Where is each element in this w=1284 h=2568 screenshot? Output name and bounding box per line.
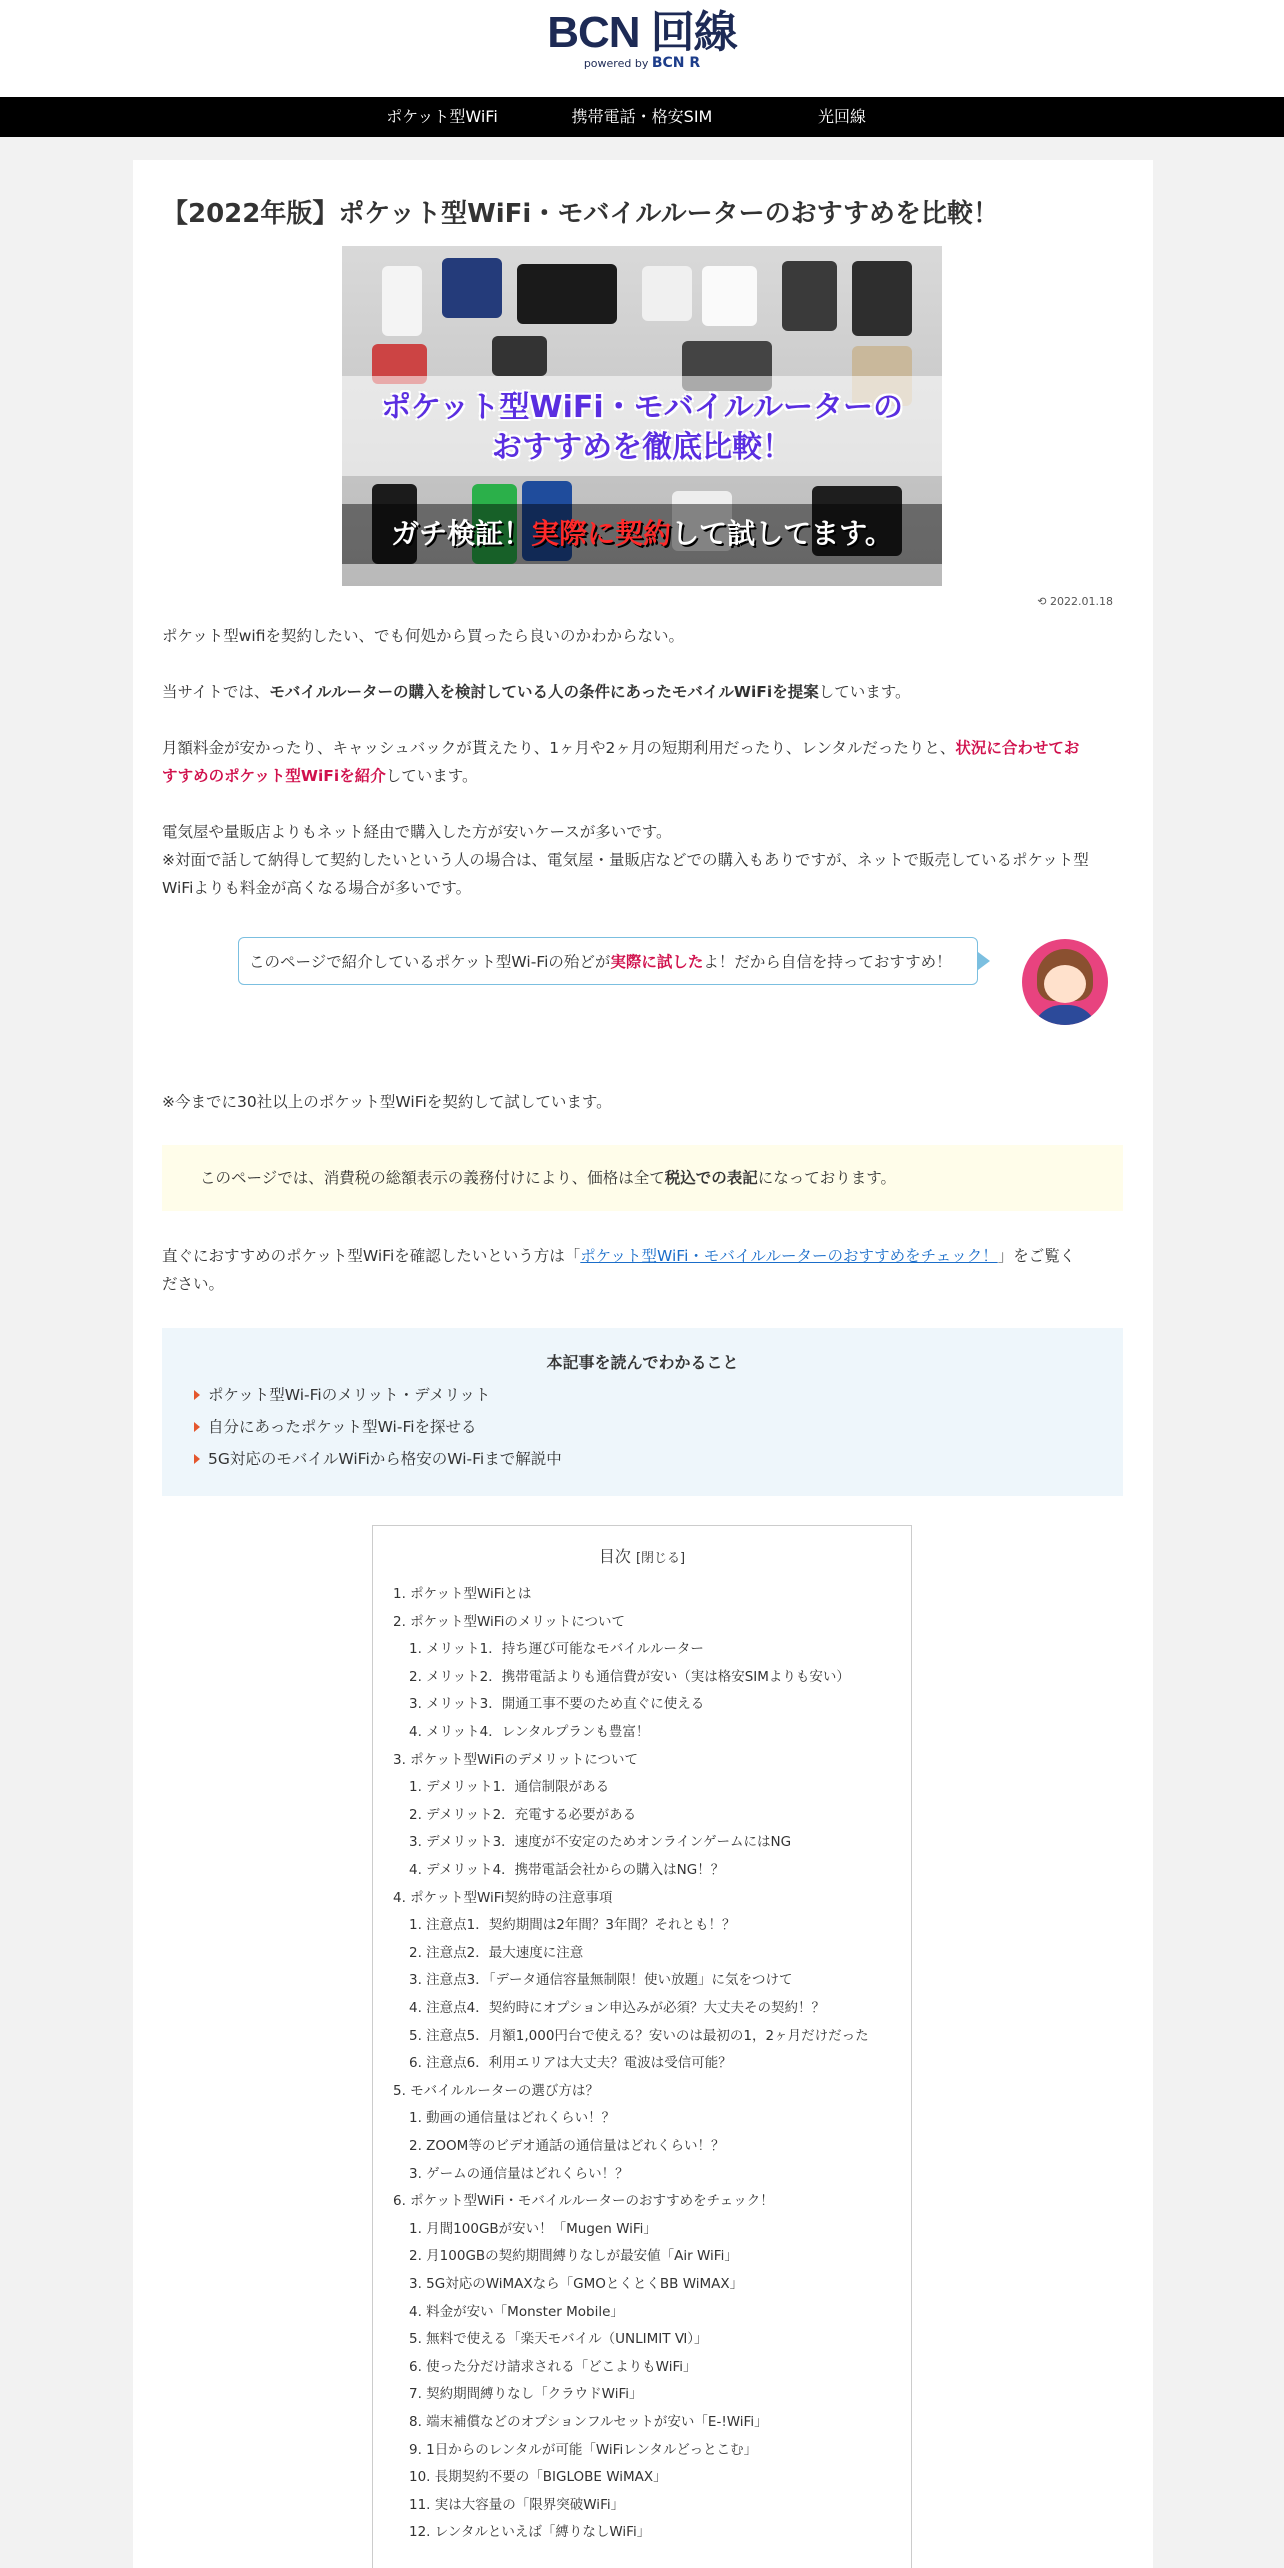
tax-notice-box: このページでは、消費税の総額表示の義務付けにより、価格は全て税込での表記になっております。 (162, 1145, 1123, 1211)
toc-subitem[interactable]: 11. 実は大容量の「限界突破WiFi」 (409, 2496, 625, 2513)
toc-item[interactable]: 5. モバイルルーターの選び方は？ (393, 2082, 599, 2099)
intro-paragraph-1: ポケット型wifiを契約したい、でも何処から買ったら良いのかわからない。 (162, 627, 684, 645)
toc-subitem[interactable]: 4. 注意点4．契約時にオプション申込みが必須？大丈夫その契約！？ (409, 2000, 826, 2016)
toc-subitem[interactable]: 3. 注意点3．「データ通信容量無制限！使い放題」に気をつけて (409, 1972, 793, 1989)
logo-subtext: powered by BCN R (583, 55, 701, 71)
toc-subitem[interactable]: 1. 注意点1．契約期間は2年間？3年間？それとも！？ (409, 1917, 736, 1934)
speech-bubble: このページで紹介しているポケット型Wi-Fiの殆どが実際に試したよ！だから自信を持っておすすめ！ (238, 937, 978, 985)
toc-subitem[interactable]: 2. メリット2．携帯電話よりも通信費が安い（実は格安SIMよりも安い） (409, 1668, 850, 1685)
toc-header: 目次 [閉じる] (598, 1547, 686, 1566)
nav-item-pocket-wifi[interactable]: ポケット型WiFi (386, 107, 498, 126)
hero-line2: おすすめを徹底比較！ (491, 430, 793, 465)
recommend-link[interactable]: ポケット型WiFi・モバイルルーターのおすすめをチェック！ (580, 1247, 998, 1265)
nav-item-fiber[interactable]: 光回線 (817, 107, 866, 126)
article-title: 【2022年版】ポケット型WiFi・モバイルルーターのおすすめを比較！ (162, 199, 999, 229)
intro-paragraph-2: 当サイトでは、モバイルルーターの購入を検討している人の条件にあったモバイルWiFiを提案しています。 (162, 683, 911, 701)
toc-subitem[interactable]: 3. 5G対応のWiMAXなら「GMOとくとくBB WiMAX」 (409, 2276, 744, 2292)
toc-item[interactable]: 4. ポケット型WiFi契約時の注意事項 (393, 1889, 613, 1906)
site-logo[interactable] (542, 10, 742, 74)
intro-paragraph-5: ※今までに30社以上のポケット型WiFiを契約して試しています。 (162, 1093, 612, 1111)
toc-subitem[interactable]: 8. 端末補償などのオプションフルセットが安い「E-!WiFi」 (409, 2414, 768, 2430)
toc-subitem[interactable]: 2. デメリット2．充電する必要がある (409, 1806, 637, 1823)
toc-subitem[interactable]: 1. 月間100GBが安い！「Mugen WiFi」 (409, 2220, 657, 2237)
toc-item[interactable]: 2. ポケット型WiFiのメリットについて (393, 1613, 626, 1630)
recommend-paragraph: 直ぐにおすすめのポケット型WiFiを確認したいという方は「ポケット型WiFi・モバイルルーターのおすすめをチェック！」をご覧く ださい。 (162, 1247, 1076, 1293)
toc-toggle[interactable]: [閉じる] (635, 1551, 686, 1566)
toc-item[interactable]: 6. ポケット型WiFi・モバイルルーターのおすすめをチェック！ (393, 2193, 774, 2210)
toc-subitem[interactable]: 3. デメリット3．速度が不安定のためオンラインゲームにはNG (409, 1834, 792, 1851)
toc-subitem[interactable]: 1. メリット1．持ち運び可能なモバイルルーター (409, 1641, 704, 1658)
toc-subitem[interactable]: 4. 料金が安い「Monster Mobile」 (409, 2303, 624, 2320)
article-summary-box (162, 1328, 1123, 1496)
toc-subitem[interactable]: 5. 注意点5．月額1,000円台で使える？安いのは最初の1，2ヶ月だけだった (409, 2027, 869, 2044)
toc-subitem[interactable]: 2. 月100GBの契約期間縛りなしが最安値「Air WiFi」 (409, 2248, 738, 2265)
summary-item: 5G対応のモバイルWiFiから格安のWi-Fiまで解説中 (208, 1450, 562, 1468)
toc-subitem[interactable]: 6. 注意点6．利用エリアは大丈夫？電波は受信可能？ (409, 2055, 732, 2072)
toc-subitem[interactable]: 3. メリット3．開通工事不要のため直ぐに使える (409, 1696, 705, 1713)
global-nav (0, 97, 1284, 137)
hero-image (342, 246, 942, 586)
intro-paragraph-3: 月額料金が安かったり、キャッシュバックが貰えたり、1ヶ月や2ヶ月の短期利用だったり、レンタルだったりと、状況に合わせてお すすめのポケット型WiFiを紹介しています。 (162, 739, 1080, 785)
toc-subitem[interactable]: 1. デメリット1．通信制限がある (409, 1779, 610, 1796)
table-of-contents (372, 1525, 912, 2568)
summary-title: 本記事を読んでわかること (546, 1353, 739, 1372)
author-avatar (1022, 939, 1108, 1025)
summary-item: 自分にあったポケット型Wi-Fiを探せる (208, 1418, 477, 1436)
toc-subitem[interactable]: 9. 1日からのレンタルが可能「WiFiレンタルどっとこむ」 (409, 2441, 758, 2458)
toc-subitem[interactable]: 10. 長期契約不要の「BIGLOBE WiMAX」 (409, 2469, 667, 2486)
toc-subitem[interactable]: 3. ゲームの通信量はどれくらい！？ (409, 2165, 629, 2182)
hero-line3: ガチ検証！実際に契約して試してます。 (391, 517, 893, 550)
toc-subitem[interactable]: 1. 動画の通信量はどれくらい！？ (409, 2110, 616, 2127)
article-card (133, 160, 1153, 2568)
toc-item[interactable]: 1. ポケット型WiFiとは (393, 1586, 532, 1602)
toc-subitem[interactable]: 4. メリット4．レンタルプランも豊富！ (409, 1724, 650, 1740)
publish-date: ⟲ 2022.01.18 (1037, 595, 1113, 608)
toc-subitem[interactable]: 2. ZOOM等のビデオ通話の通信量はどれくらい！？ (409, 2138, 725, 2154)
toc-subitem[interactable]: 2. 注意点2．最大速度に注意 (409, 1944, 584, 1961)
toc-subitem[interactable]: 6. 使った分だけ請求される「どこよりもWiFi」 (409, 2358, 697, 2375)
clock-icon: ⟲ (1037, 595, 1051, 608)
toc-subitem[interactable]: 7. 契約期間縛りなし「クラウドWiFi」 (409, 2386, 643, 2403)
site-header (0, 0, 1284, 97)
toc-subitem[interactable]: 12. レンタルといえば「縛りなしWiFi」 (409, 2524, 651, 2541)
intro-paragraph-4: 電気屋や量販店よりもネット経由で購入した方が安いケースが多いです。 ※対面で話して納得して契約したいという人の場合は、電気屋・量販店などでの購入もありですが、ネットで販売しているポケット型 WiFiよりも料金が高くなる場合が多いです。 (162, 823, 1089, 897)
summary-item: ポケット型Wi-Fiのメリット・デメリット (208, 1386, 491, 1404)
hero-line1: ポケット型WiFi・モバイルルーターの (381, 390, 903, 425)
logo-text: BCN 回線 (547, 8, 737, 57)
toc-subitem[interactable]: 5. 無料で使える「楽天モバイル（UNLIMIT Ⅵ）」 (409, 2331, 708, 2348)
toc-item[interactable]: 3. ポケット型WiFiのデメリットについて (393, 1751, 638, 1768)
toc-subitem[interactable]: 4. デメリット4．携帯電話会社からの購入はNG！？ (409, 1862, 725, 1878)
nav-item-mobile-sim[interactable]: 携帯電話・格安SIM (571, 107, 713, 126)
